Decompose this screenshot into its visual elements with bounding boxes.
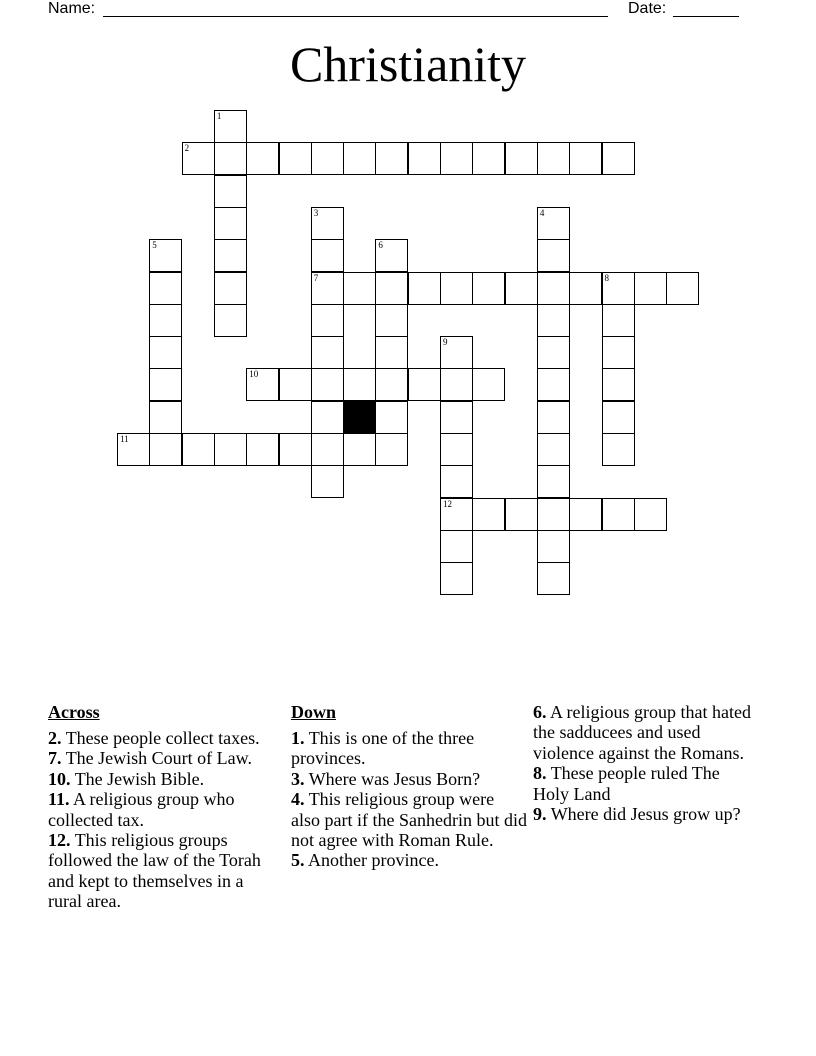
grid-cell[interactable]	[149, 433, 182, 466]
clue-number: 8	[604, 272, 609, 283]
grid-cell[interactable]	[408, 368, 441, 401]
grid-cell[interactable]	[375, 304, 408, 337]
grid-cell[interactable]	[149, 401, 182, 434]
grid-cell[interactable]	[537, 304, 570, 337]
grid-cell[interactable]	[311, 239, 344, 272]
grid-cell[interactable]	[117, 433, 150, 466]
grid-cell[interactable]	[246, 142, 279, 175]
grid-cell[interactable]	[214, 433, 247, 466]
clue-down: 9. Where did Jesus grow up?	[533, 804, 741, 825]
grid-cell[interactable]	[375, 239, 408, 272]
black-cell	[343, 401, 376, 434]
grid-cell[interactable]	[602, 304, 635, 337]
grid-cell[interactable]	[214, 175, 247, 208]
grid-cell[interactable]	[375, 368, 408, 401]
grid-cell[interactable]	[214, 142, 247, 175]
grid-cell[interactable]	[537, 207, 570, 240]
clue-down: 1. This is one of the three provinces.	[291, 728, 475, 769]
grid-cell[interactable]	[214, 239, 247, 272]
clue-across: 12. This religious groups followed the law of the Torah and kept to themselves in a rural area.	[48, 830, 261, 912]
clue-number: 5	[152, 240, 157, 251]
grid-cell[interactable]	[343, 272, 376, 305]
grid-cell[interactable]	[149, 239, 182, 272]
grid-cell[interactable]	[375, 401, 408, 434]
across-list	[48, 728, 276, 912]
grid-cell[interactable]	[246, 368, 279, 401]
grid-cell[interactable]	[440, 336, 473, 369]
grid-cell[interactable]	[537, 498, 570, 531]
grid-cell[interactable]	[182, 433, 215, 466]
grid-cell[interactable]	[440, 433, 473, 466]
down-clues-continued	[533, 702, 758, 824]
grid-cell[interactable]	[569, 272, 602, 305]
grid-cell[interactable]	[279, 142, 312, 175]
grid-cell[interactable]	[440, 142, 473, 175]
clue-number: 9	[443, 337, 448, 348]
grid-cell[interactable]	[149, 304, 182, 337]
grid-cell[interactable]	[375, 336, 408, 369]
clue-down: 3. Where was Jesus Born?	[291, 768, 481, 789]
grid-cell[interactable]	[311, 433, 344, 466]
grid-cell[interactable]	[440, 498, 473, 531]
grid-cell[interactable]	[634, 498, 667, 531]
grid-cell[interactable]	[472, 498, 505, 531]
grid-cell[interactable]	[537, 465, 570, 498]
across-heading: Across	[48, 702, 100, 722]
grid-cell[interactable]	[440, 562, 473, 595]
grid-cell[interactable]	[149, 336, 182, 369]
grid-cell[interactable]	[149, 368, 182, 401]
grid-cell[interactable]	[311, 336, 344, 369]
grid-cell[interactable]	[472, 142, 505, 175]
grid-cell[interactable]	[311, 142, 344, 175]
grid-cell[interactable]	[375, 142, 408, 175]
grid-cell[interactable]	[279, 368, 312, 401]
grid-cell[interactable]	[505, 142, 538, 175]
grid-cell[interactable]	[440, 368, 473, 401]
grid-cell[interactable]	[602, 433, 635, 466]
grid-cell[interactable]	[472, 272, 505, 305]
grid-cell[interactable]	[214, 272, 247, 305]
grid-cell[interactable]	[537, 433, 570, 466]
grid-cell[interactable]	[537, 401, 570, 434]
grid-cell[interactable]	[214, 110, 247, 143]
grid-cell[interactable]	[343, 368, 376, 401]
grid-cell[interactable]	[311, 304, 344, 337]
clue-number: 10	[249, 369, 259, 380]
grid-cell[interactable]	[311, 465, 344, 498]
grid-cell[interactable]	[537, 368, 570, 401]
grid-cell[interactable]	[311, 368, 344, 401]
grid-cell[interactable]	[505, 498, 538, 531]
clue-number: 6	[378, 240, 383, 251]
clue-number: 11	[120, 434, 129, 444]
grid-cell[interactable]	[375, 433, 408, 466]
grid-cell[interactable]	[602, 498, 635, 531]
grid-cell[interactable]	[537, 530, 570, 563]
grid-cell[interactable]	[214, 304, 247, 337]
grid-cell[interactable]	[343, 142, 376, 175]
grid-cell[interactable]	[602, 272, 635, 305]
clue-across: 11. A religious group who collected tax.	[48, 789, 235, 830]
grid-cell[interactable]	[311, 207, 344, 240]
grid-cell[interactable]	[602, 336, 635, 369]
down-clues	[291, 702, 527, 871]
grid-cell[interactable]	[440, 465, 473, 498]
grid-cell[interactable]	[408, 272, 441, 305]
clue-number: 3	[313, 207, 319, 218]
grid-cell[interactable]	[149, 272, 182, 305]
grid-cell[interactable]	[311, 401, 344, 434]
grid-cell[interactable]	[214, 207, 247, 240]
grid-cell[interactable]	[440, 530, 473, 563]
name-label: Name:	[48, 0, 96, 17]
clue-down: 4. This religious group were also part if the Sanhedrin but did not agree with Roman Rule.	[291, 789, 527, 851]
clue-down: 8. These people ruled The Holy Land	[533, 763, 720, 804]
clue-down: 6. A religious group that hated the sadducees and used violence against the Romans.	[533, 702, 751, 763]
grid-cell[interactable]	[634, 272, 667, 305]
down-heading: Down	[291, 702, 337, 722]
grid-cell[interactable]	[666, 272, 699, 305]
grid-cell[interactable]	[440, 272, 473, 305]
grid-cell[interactable]	[602, 368, 635, 401]
grid-cell[interactable]	[569, 142, 602, 175]
clue-number: 7	[313, 272, 319, 283]
grid-cell[interactable]	[182, 142, 215, 175]
grid-cell[interactable]	[602, 401, 635, 434]
across-clues	[48, 702, 276, 912]
clue-down: 5. Another province.	[291, 850, 439, 871]
grid-cell[interactable]	[311, 272, 344, 305]
grid-cell[interactable]	[537, 239, 570, 272]
clue-number: 1	[216, 111, 222, 121]
clue-number: 4	[539, 207, 545, 218]
clue-across: 2. These people collect taxes.	[48, 728, 260, 748]
date-label: Date:	[628, 0, 667, 17]
grid-cell[interactable]	[537, 142, 570, 175]
grid-cell[interactable]	[472, 368, 505, 401]
clue-across: 7. The Jewish Court of Law.	[48, 748, 252, 769]
grid-cell[interactable]	[408, 142, 441, 175]
grid-cell[interactable]	[537, 336, 570, 369]
grid-cell[interactable]	[537, 272, 570, 305]
grid-cell[interactable]	[440, 401, 473, 434]
clue-number: 12	[443, 498, 452, 509]
grid-cell[interactable]	[602, 142, 635, 175]
grid-cell[interactable]	[343, 433, 376, 466]
page-title: Christianity	[289, 36, 527, 92]
grid-cell[interactable]	[375, 272, 408, 305]
clue-across: 10. The Jewish Bible.	[48, 768, 205, 789]
grid-cell[interactable]	[246, 433, 279, 466]
grid-cell[interactable]	[537, 562, 570, 595]
grid-cell[interactable]	[505, 272, 538, 305]
clue-number: 2	[184, 143, 190, 154]
grid-cell[interactable]	[569, 498, 602, 531]
grid-cell[interactable]	[279, 433, 312, 466]
